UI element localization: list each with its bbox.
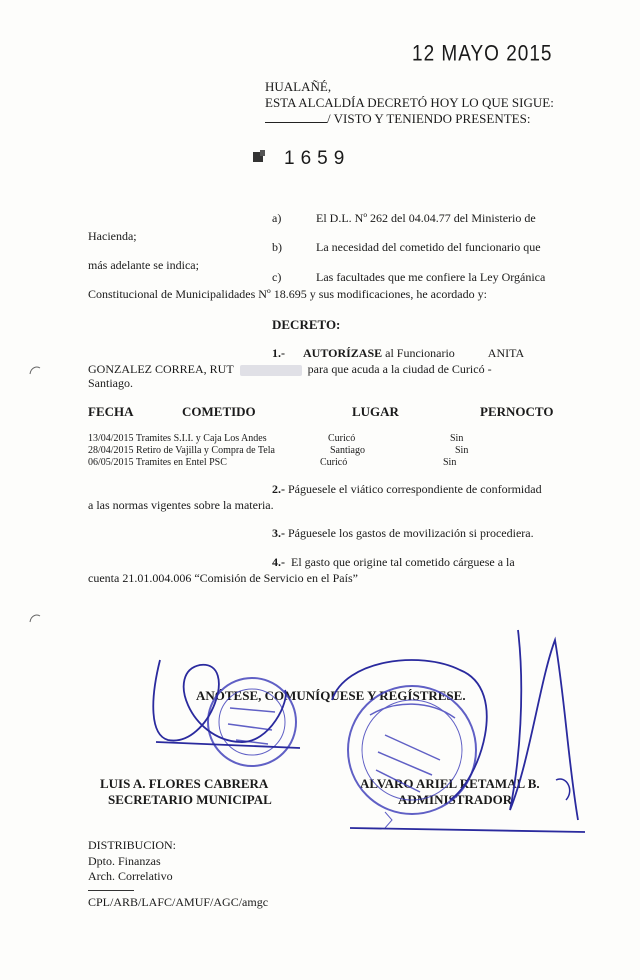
decree-number: 1659	[284, 148, 351, 169]
decreto-title: DECRETO:	[272, 317, 341, 332]
table-row: 28/04/2015 Retiro de Vajilla y Compra de Tela	[88, 445, 275, 456]
header-place: HUALAÑÉ,	[265, 79, 332, 94]
item4-paragraph: 4.- El gasto que origine tal cometido cárguese a la	[272, 555, 515, 569]
table-cell-pernocto: Sin	[450, 433, 464, 444]
item-a-text-cont: Hacienda;	[88, 229, 137, 243]
item2-paragraph: 2.- Páguesele el viático correspondiente de conformidad	[272, 482, 542, 496]
right-seal-stamp	[348, 686, 476, 828]
distribution-initials: CPL/ARB/LAFC/AMUF/AGC/amgc	[88, 895, 269, 909]
item1-paragraph-cont: GONZALEZ CORREA, RUT para que acuda a la ciudad de Curicó -	[88, 362, 492, 376]
table-header-lugar: LUGAR	[352, 404, 399, 419]
hole-punch-mark-icon	[28, 612, 42, 626]
date-stamp: 12 MAYO 2015	[412, 42, 553, 67]
signatory-right-name: ALVARO ARIEL RETAMAL B.	[360, 776, 540, 791]
divider	[88, 890, 134, 891]
table-header-fecha: FECHA	[88, 404, 134, 419]
item-b-text: La necesidad del cometido del funcionario que	[316, 240, 541, 254]
table-cell-pernocto: Sin	[443, 457, 457, 468]
table-header-pernocto: PERNOCTO	[480, 404, 554, 419]
item-a-text: El D.L. Nº 262 del 04.04.77 del Ministerio de	[316, 211, 536, 225]
item4-paragraph-cont: cuenta 21.01.004.006 “Comisión de Servicio en el País”	[88, 571, 358, 585]
item1-paragraph-end: Santiago.	[88, 376, 133, 390]
item3-paragraph: 3.- Páguesele los gastos de movilización si procediera.	[272, 526, 534, 540]
item-c-text-cont: Constitucional de Municipalidades Nº 18.695 y sus modificaciones, he acordado y:	[88, 287, 487, 301]
closing-formula: ANÓTESE, COMUNÍQUESE Y REGÍSTRESE.	[196, 688, 466, 703]
item1-paragraph: 1.- AUTORÍZASE al Funcionario ANITA	[272, 346, 525, 360]
signatory-right-title: ADMINISTRADOR	[398, 792, 513, 807]
item-c-label: c)	[272, 270, 282, 284]
table-cell-lugar: Santiago	[330, 445, 365, 456]
table-row: 13/04/2015 Tramites S.I.I. y Caja Los Andes	[88, 433, 267, 444]
table-cell-lugar: Curicó	[320, 457, 348, 468]
table-header-cometido: COMETIDO	[182, 404, 256, 419]
left-handwritten-signature	[153, 660, 300, 748]
header-line1: ESTA ALCALDÍA DECRETÓ HOY LO QUE SIGUE:	[265, 95, 554, 110]
left-seal-stamp	[208, 678, 296, 766]
hole-punch-mark-icon	[28, 364, 42, 378]
distribution-title: DISTRIBUCION:	[88, 838, 177, 852]
table-row: 06/05/2015 Tramites en Entel PSC	[88, 457, 227, 468]
item-c-text: Las facultades que me confiere la Ley Orgánica	[316, 270, 546, 284]
distribution-item: Dpto. Finanzas	[88, 854, 161, 868]
item2-paragraph-cont: a las normas vigentes sobre la materia.	[88, 498, 274, 512]
item-a-label: a)	[272, 211, 282, 225]
table-cell-pernocto: Sin	[455, 445, 469, 456]
item-b-label: b)	[272, 240, 282, 254]
signatory-left-name: LUIS A. FLORES CABRERA	[100, 776, 269, 791]
table-cell-lugar: Curicó	[328, 433, 356, 444]
distribution-item: Arch. Correlativo	[88, 869, 173, 883]
item-b-text-cont: más adelante se indica;	[88, 258, 199, 272]
header-line2: / VISTO Y TENIENDO PRESENTES:	[265, 111, 530, 127]
signatory-left-title: SECRETARIO MUNICIPAL	[108, 792, 272, 807]
